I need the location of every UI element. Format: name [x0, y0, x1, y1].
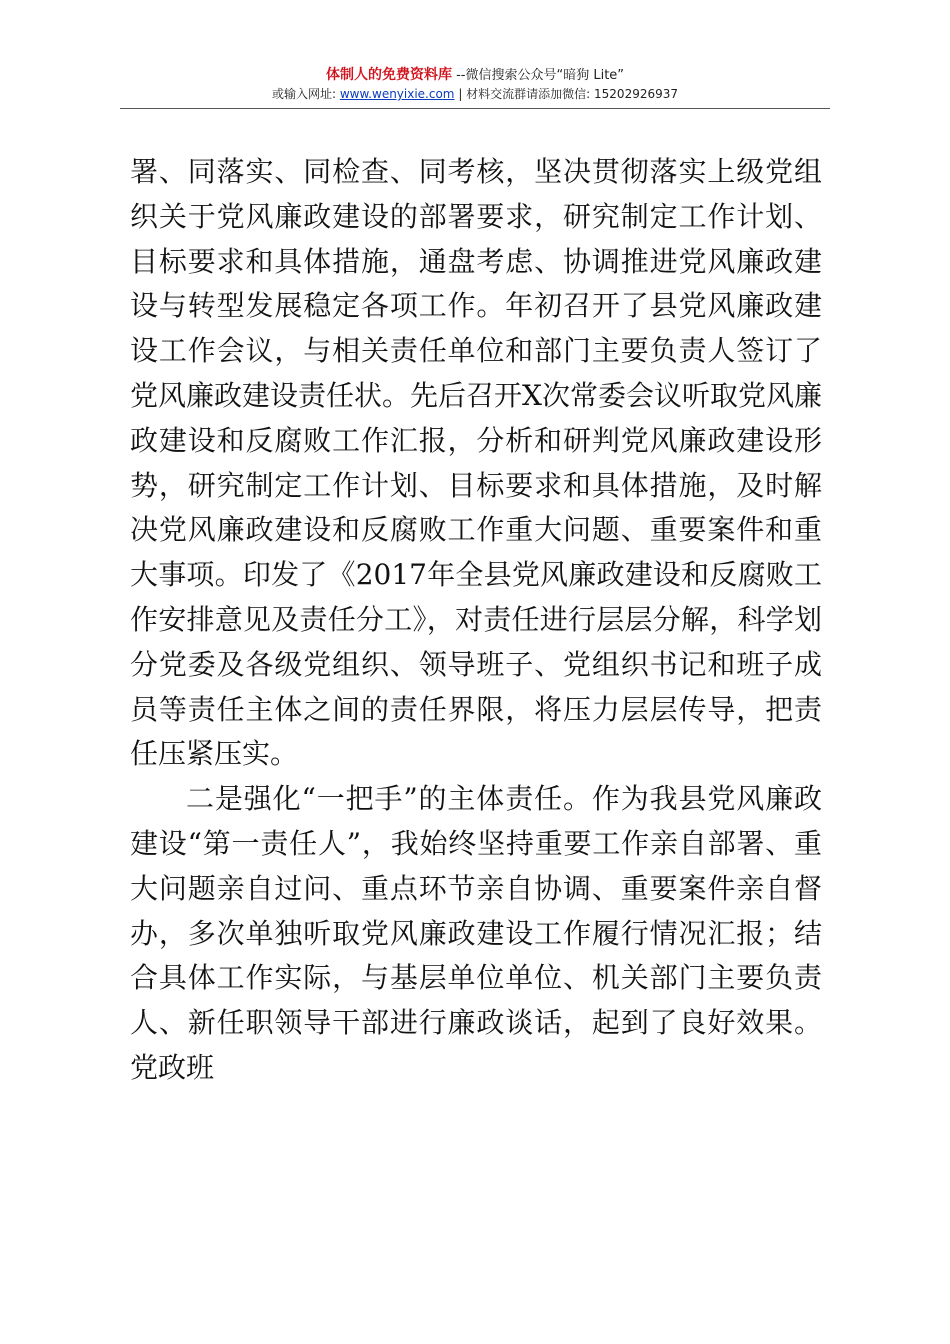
paragraph-main-responsibility: 二是强化“一把手”的主体责任。作为我县党风廉政建设“第一责任人”，我始终坚持重要工作亲自部署、重大问题亲自过问、重点环节亲自协调、重要案件亲自督办，多次单独听取党风廉政建设工作履行情况汇报；结合具体工作实际，与基层单位单位、机关部门主要负责人、新任职领导干部进行廉政谈话，起到了良好效果。党政班 [130, 782, 822, 1084]
header-contact: | 材料交流群请添加微信: 15202926937 [454, 87, 679, 101]
header-brand: 体制人的免费资料库 [325, 67, 452, 83]
paragraph-continued: 署、同落实、同检查、同考核，坚决贯彻落实上级党组织关于党风廉政建设的部署要求，研究制定工作计划、目标要求和具体措施，通盘考虑、协调推进党风廉政建设与转型发展稳定各项工作。年初召开了县党风廉政建设工作会议，与相关责任单位和部门主要负责人签订了党风廉政建设责任状。先后召开X次常委会议听取党风廉政建设和反腐败工作汇报，分析和研判党风廉政建设形势，研究制定工作计划、目标要求和具体措施，及时解决党风廉政建设和反腐败工作重大问题、重要案件和重大事项。印发了《2017年全县党风廉政建设和反腐败工作安排意见及责任分工》，对责任进行层层分解，科学划分党委及各级党组织、领导班子、党组织书记和班子成员等责任主体之间的责任界限，将压力层层传导，把责任压紧压实。 [130, 155, 822, 771]
header-divider [120, 108, 830, 109]
document-body [130, 150, 822, 1091]
header-line-2 [120, 85, 830, 103]
header-line-1 [120, 66, 830, 85]
header-slogan: --微信搜索公众号“暗狗 Lite” [451, 68, 625, 83]
page-header [120, 66, 830, 103]
header-url-prefix: 或输入网址: [271, 87, 340, 101]
header-url-link[interactable]: www.wenyixie.com [339, 87, 455, 101]
